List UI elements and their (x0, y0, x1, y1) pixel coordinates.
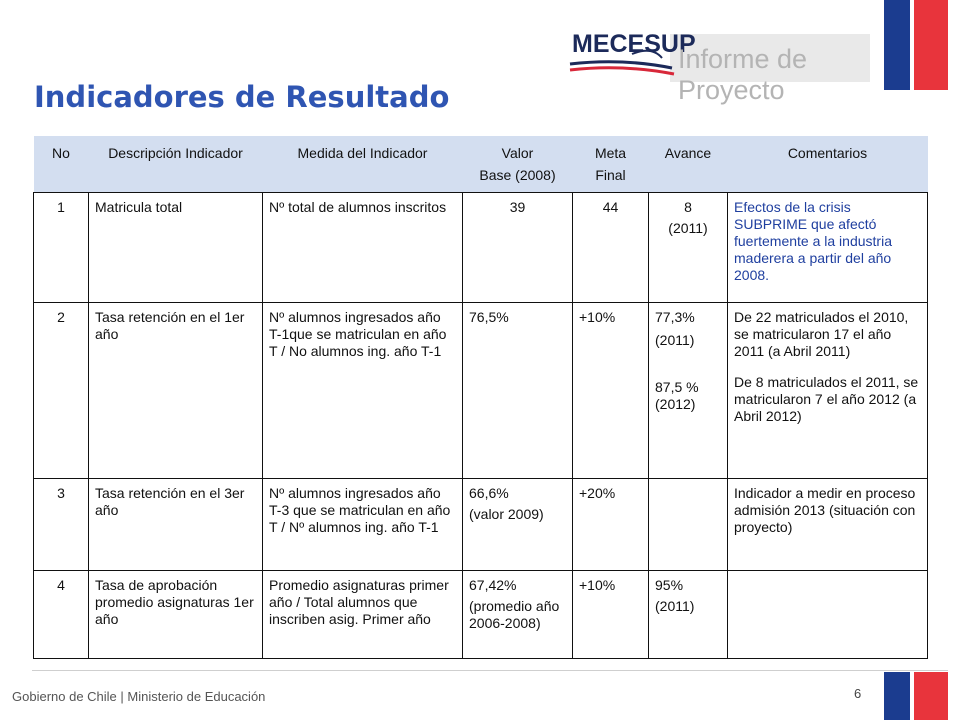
header-medida: Medida del Indicador (263, 136, 463, 193)
header-no: No (34, 136, 89, 193)
header-base: Base (2008) (479, 167, 556, 183)
avance-value: 95% (655, 577, 684, 593)
cell-avance (649, 479, 728, 571)
cell-medida: Nº alumnos ingresados año T-1que se matriculan en año T / No alumnos ing. año T-1 (263, 303, 463, 479)
avance-value: 77,3% (655, 309, 695, 325)
mecesup-logo (562, 18, 872, 105)
table-header-row (34, 136, 928, 193)
cell-valor: 39 (463, 193, 573, 303)
table-row (34, 479, 928, 571)
table-row (34, 303, 928, 479)
header-meta: Meta (594, 145, 627, 161)
cell-medida: Nº total de alumnos inscritos (263, 193, 463, 303)
cell-avance (649, 193, 728, 303)
comentario-2: De 8 matriculados el 2011, se matricularon 7 el año 2012 (a Abril 2012) (734, 374, 919, 424)
cell-valor (463, 479, 573, 571)
avance-value-2: 87,5 % (2012) (655, 379, 699, 412)
header-valor: Valor (501, 145, 534, 161)
logo-subtitle: Informe de Proyecto (678, 44, 808, 105)
cell-valor: 76,5% (463, 303, 573, 479)
cell-no: 4 (34, 571, 89, 659)
cell-meta: +10% (573, 303, 649, 479)
valor-value: 67,42% (469, 577, 517, 593)
cell-descripcion: Tasa de aprobación promedio asignaturas 1er año (89, 571, 263, 659)
cell-medida: Promedio asignaturas primer año / Total alumnos que inscriben asig. Primer año (263, 571, 463, 659)
page-title: Indicadores de Resultado (34, 80, 450, 114)
cell-comentario: Indicador a medir en proceso admisión 2013 (situación con proyecto) (728, 479, 928, 571)
cell-descripcion: Matricula total (89, 193, 263, 303)
cell-comentario: Efectos de la crisis SUBPRIME que afectó fuertemente a la industria maderera a partir del año 2008. (728, 193, 928, 303)
chile-flag-bottom (884, 672, 948, 720)
logo-brand: MECESUP (572, 30, 696, 58)
header-descripcion: Descripción Indicador (89, 136, 263, 193)
indicadores-table (33, 136, 928, 659)
valor-value: 66,6% (469, 485, 509, 501)
valor-note: (valor 2009) (469, 506, 544, 522)
cell-no: 2 (34, 303, 89, 479)
footer-divider (32, 670, 948, 671)
cell-meta: +20% (573, 479, 649, 571)
header-avance: Avance (649, 136, 728, 193)
avance-year: (2011) (668, 220, 708, 236)
cell-no: 3 (34, 479, 89, 571)
chile-flag-top (884, 0, 948, 90)
header-meta-final (573, 136, 649, 193)
avance-year: (2011) (655, 332, 695, 348)
cell-meta: +10% (573, 571, 649, 659)
valor-note: (promedio año 2006-2008) (469, 598, 560, 631)
page-number: 6 (854, 686, 862, 701)
cell-avance (649, 571, 728, 659)
table-row (34, 571, 928, 659)
footer-text: Gobierno de Chile | Ministerio de Educación (12, 689, 266, 704)
cell-no: 1 (34, 193, 89, 303)
cell-descripcion: Tasa retención en el 3er año (89, 479, 263, 571)
comentario-1: De 22 matriculados el 2010, se matricularon 17 el año 2011 (a Abril 2011) (734, 309, 909, 359)
cell-descripcion: Tasa retención en el 1er año (89, 303, 263, 479)
cell-comentario (728, 571, 928, 659)
header-valor-base (463, 136, 573, 193)
header-comentarios: Comentarios (728, 136, 928, 193)
cell-meta: 44 (573, 193, 649, 303)
cell-comentario (728, 303, 928, 479)
cell-avance (649, 303, 728, 479)
header-final: Final (595, 167, 626, 183)
cell-valor (463, 571, 573, 659)
cell-medida: Nº alumnos ingresados año T-3 que se matriculan en año T / Nº alumnos ing. año T-1 (263, 479, 463, 571)
avance-year: (2011) (655, 598, 695, 614)
table-row (34, 193, 928, 303)
avance-value: 8 (684, 199, 692, 215)
